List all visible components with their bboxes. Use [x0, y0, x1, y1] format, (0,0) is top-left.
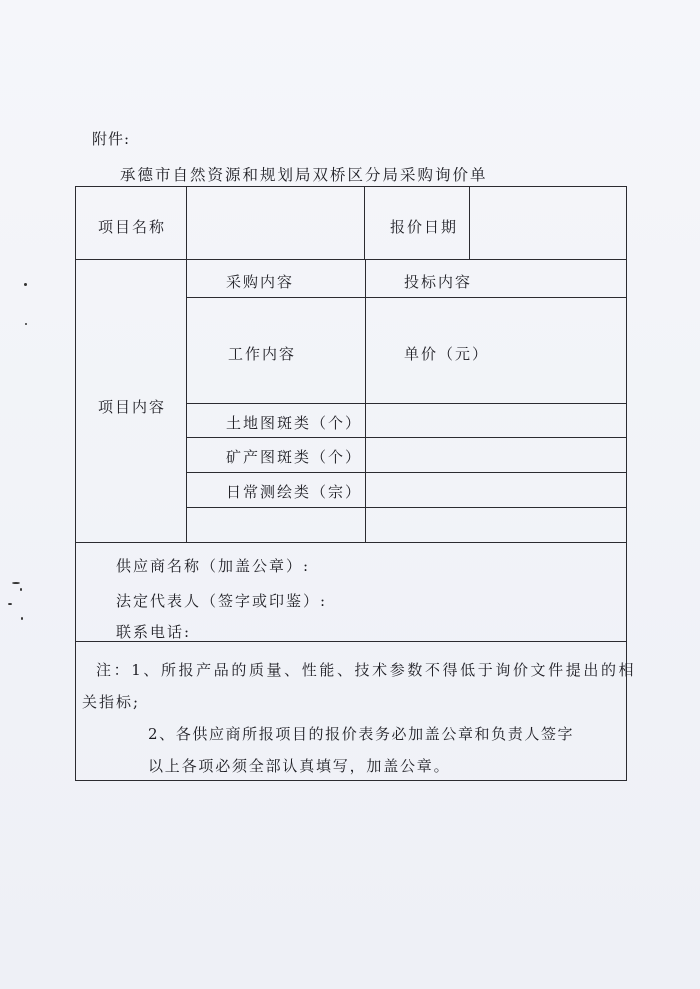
item-daily-survey: 日常测绘类（宗） — [226, 483, 363, 501]
price-blank[interactable] — [372, 511, 622, 537]
purchase-content-header: 采购内容 — [226, 273, 295, 291]
item-mineral-parcel: 矿产图斑类（个） — [226, 448, 363, 466]
scan-speck — [12, 582, 20, 584]
page-title: 承德市自然资源和规划局双桥区分局采购询价单 — [120, 166, 488, 184]
table-divider — [75, 259, 627, 260]
item-land-parcel: 土地图斑类（个） — [226, 414, 363, 432]
bid-content-header: 投标内容 — [404, 273, 473, 291]
scan-speck — [20, 588, 22, 591]
quote-date-field[interactable] — [474, 190, 622, 256]
item-blank[interactable] — [192, 511, 360, 537]
note-line-3: 以上各项必须全部认真填写，加盖公章。 — [148, 757, 451, 775]
table-divider — [186, 507, 627, 508]
table-divider — [364, 186, 365, 259]
project-name-field[interactable] — [192, 190, 360, 256]
work-content-label: 工作内容 — [228, 345, 297, 363]
table-divider — [186, 403, 627, 404]
price-land-parcel[interactable] — [372, 408, 622, 434]
table-divider — [186, 186, 187, 542]
note-line-1-cont: 关指标; — [82, 693, 141, 711]
scan-speck — [8, 603, 12, 605]
price-daily-survey[interactable] — [372, 477, 622, 503]
table-divider — [186, 437, 627, 438]
project-name-label: 项目名称 — [98, 218, 167, 236]
unit-price-label: 单价（元） — [404, 345, 490, 363]
table-divider — [365, 259, 366, 542]
table-divider — [75, 542, 627, 543]
table-border-right — [626, 186, 627, 781]
scan-speck — [24, 283, 27, 286]
note-line-1: 注：1、所报产品的质量、性能、技术参数不得低于询价文件提出的相 — [96, 661, 637, 679]
table-border-bottom — [75, 780, 627, 781]
scan-speck — [21, 617, 23, 620]
phone-label: 联系电话: — [116, 623, 192, 641]
attachment-label: 附件: — [92, 130, 131, 148]
quote-date-label: 报价日期 — [390, 218, 459, 236]
legal-rep-label: 法定代表人（签字或印鉴）: — [116, 592, 328, 610]
note-line-2: 2、各供应商所报项目的报价表务必加盖公章和负责人签字 — [148, 725, 575, 743]
table-divider — [186, 472, 627, 473]
supplier-name-label: 供应商名称（加盖公章）: — [116, 557, 311, 575]
table-border-left — [75, 186, 76, 781]
table-divider — [469, 186, 470, 259]
price-mineral-parcel[interactable] — [372, 442, 622, 468]
project-content-label: 项目内容 — [98, 398, 167, 416]
table-border-top — [75, 186, 627, 187]
scan-speck — [25, 323, 27, 325]
table-divider — [186, 297, 627, 298]
